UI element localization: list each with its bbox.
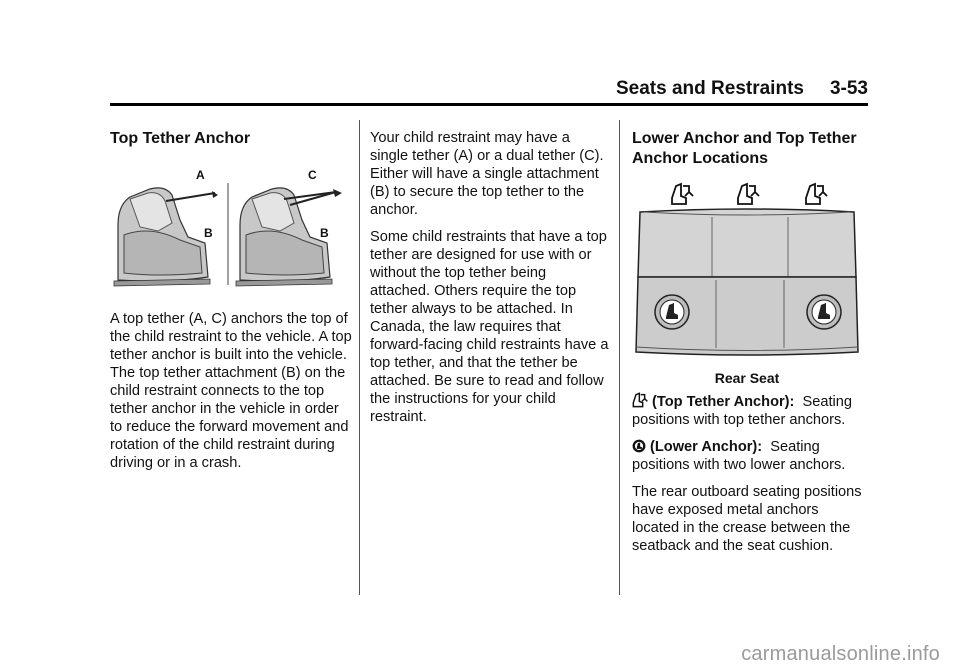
outboard-anchors-paragraph: The rear outboard seating positions have exposed metal anchors located in the crease between the seatback and the seat cushion. [632, 484, 862, 554]
figure-label-a: A [196, 168, 205, 182]
column-2 [370, 129, 610, 426]
legend-top-tether-term: (Top Tether Anchor): [652, 394, 795, 410]
lower-anchor-icon-right [807, 295, 841, 329]
watermark: carmanualsonline.info [741, 643, 940, 665]
legend-top-tether [632, 392, 866, 429]
tether-types-paragraph: Your child restraint may have a single tether (A) or a dual tether (C). Either will have a single attachment (B) to secure the top tether to the anchor. [370, 130, 604, 218]
legend-top-tether-desc: Seating positions with top tether anchors. [632, 394, 853, 428]
top-tether-icon-left [672, 184, 693, 204]
column-3-body [632, 392, 866, 555]
section-title: Seats and Restraints [616, 78, 804, 99]
legend-lower-anchor [632, 438, 866, 474]
seatback [638, 209, 856, 277]
figure-label-b-right: B [320, 226, 329, 240]
figure-caption: Rear Seat [714, 370, 780, 386]
child-seat-tether-illustration [110, 165, 355, 290]
page-header [616, 78, 868, 100]
column-divider-1 [359, 120, 360, 595]
page-number: 3-53 [829, 78, 868, 99]
child-seat-single-tether [114, 188, 218, 286]
column-3 [632, 129, 864, 169]
rear-seat-anchor-diagram [632, 182, 862, 362]
top-tether-heading: Top Tether Anchor [110, 130, 251, 147]
top-tether-icon-right [806, 184, 827, 204]
header-rule [110, 103, 868, 106]
top-tether-description: A top tether (A, C) anchors the top of the child restraint to the vehicle. A top tether anchor is built into the vehicle. The top tether attachment (B) on the child restraint connects to the top tether anchor in the vehicle in order to reduce the forward movement and rotation of the child restraint during driving or in a crash. [110, 311, 352, 471]
anchor-locations-heading: Lower Anchor and Top Tether Anchor Locations [632, 130, 857, 167]
legend-lower-anchor-desc: Seating positions with two lower anchors. [632, 439, 846, 473]
column-1 [110, 129, 350, 149]
top-tether-icon-center [738, 184, 759, 204]
figure-label-b-left: B [204, 226, 213, 240]
legend-lower-anchor-term: (Lower Anchor): [650, 439, 763, 455]
lower-anchor-icon-left [655, 295, 689, 329]
column-1-body [110, 310, 354, 472]
figure-label-c: C [308, 168, 317, 182]
column-divider-2 [619, 120, 620, 595]
lower-anchor-icon [632, 439, 646, 453]
top-tether-anchor-icon [632, 392, 648, 408]
tether-requirements-paragraph: Some child restraints that have a top tether are designed for use with or without the top tether being attached. Others require the top tether always to be attached. In Canada, the law requires that forward-facing child restraints have a top tether, and that the tether be attached. Be sure to read and follow the instructions for your child restraint. [370, 229, 609, 425]
